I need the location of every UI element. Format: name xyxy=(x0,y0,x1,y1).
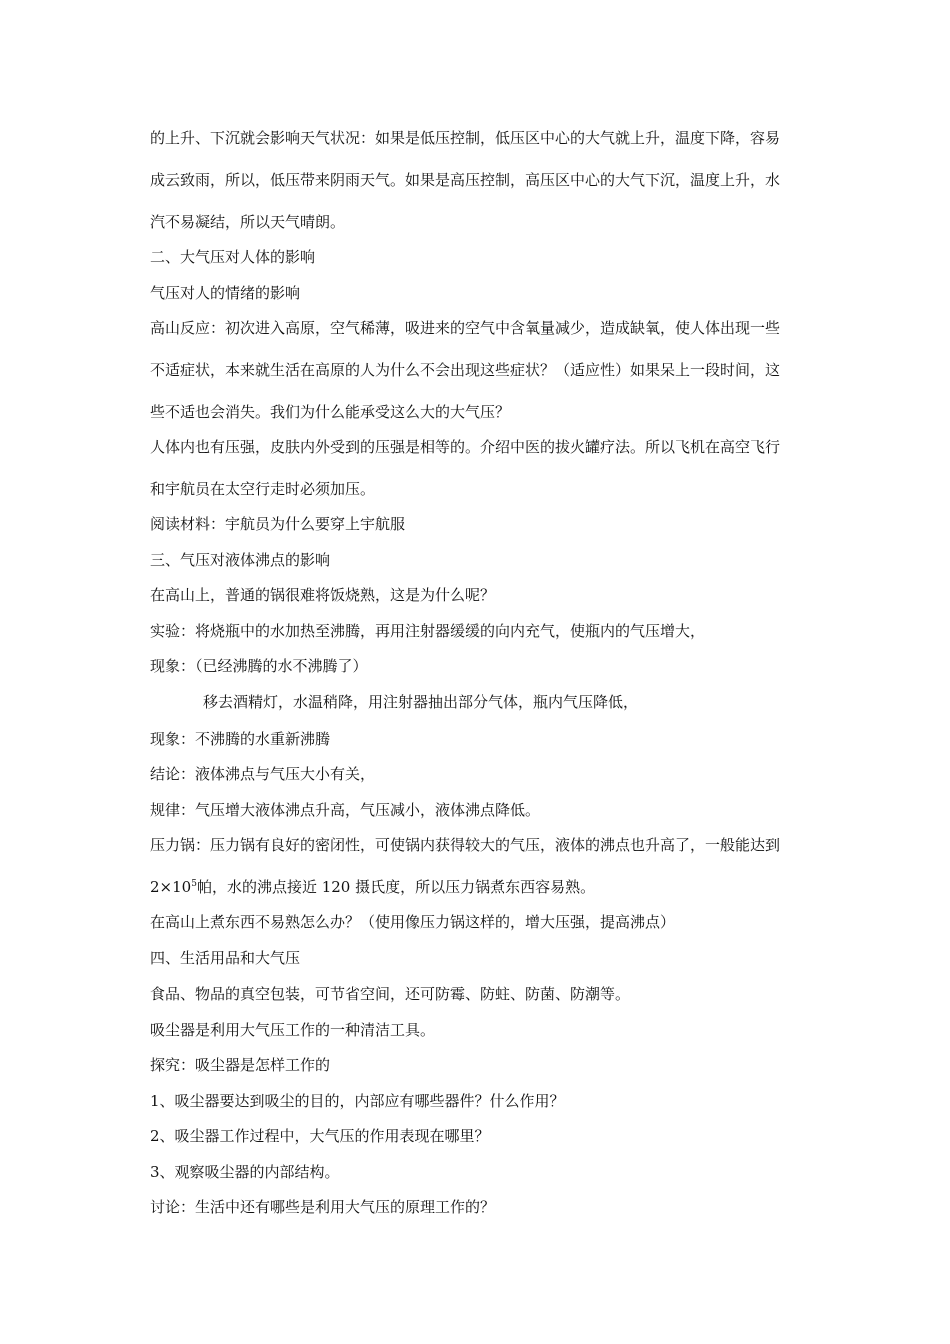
pressure-base: 2×10 xyxy=(150,878,192,896)
paragraph-line: 食品、物品的真空包装，可节省空间，还可防霉、防蛀、防菌、防潮等。 xyxy=(150,985,631,1003)
paragraph-line: 成云致雨，所以，低压带来阴雨天气。如果是高压控制，高压区中心的大气下沉，温度上升，水 xyxy=(150,171,781,189)
paragraph-line: 不适症状，本来就生活在高原的人为什么不会出现这些症状？（适应性）如果呆上一段时间，这 xyxy=(150,361,781,379)
paragraph-line: 规律：气压增大液体沸点升高，气压减小，液体沸点降低。 xyxy=(150,801,541,819)
paragraph-line: 的上升、下沉就会影响天气状况：如果是低压控制，低压区中心的大气就上升，温度下降，容易 xyxy=(150,129,781,147)
pressure-value-line xyxy=(150,877,860,897)
paragraph-line: 在高山上，普通的锅很难将饭烧熟，这是为什么呢？ xyxy=(150,586,496,604)
paragraph-line: 结论：液体沸点与气压大小有关， xyxy=(150,765,376,783)
paragraph-line: 讨论：生活中还有哪些是利用大气压的原理工作的？ xyxy=(150,1198,496,1216)
paragraph-line: 现象：（已经沸腾的水不沸腾了） xyxy=(150,657,368,675)
paragraph-line: 气压对人的情绪的影响 xyxy=(150,284,301,302)
paragraph-line: 吸尘器是利用大气压工作的一种清洁工具。 xyxy=(150,1021,436,1039)
paragraph-line: 在高山上煮东西不易熟怎么办？（使用像压力锅这样的，增大压强，提高沸点） xyxy=(150,913,676,931)
paragraph-line: 移去酒精灯，水温稍降，用注射器抽出部分气体，瓶内气压降低， xyxy=(203,693,639,711)
section-heading: 三、气压对液体沸点的影响 xyxy=(150,551,331,569)
list-item: 3、观察吸尘器的内部结构。 xyxy=(150,1163,340,1181)
paragraph-line: 高山反应：初次进入高原，空气稀薄，吸进来的空气中含氧量减少，造成缺氧，使人体出现一些 xyxy=(150,319,781,337)
paragraph-line: 些不适也会消失。我们为什么能承受这么大的大气压？ xyxy=(150,403,511,421)
paragraph-line: 压力锅：压力锅有良好的密闭性，可使锅内获得较大的气压，液体的沸点也升高了，一般能达到 xyxy=(150,836,781,854)
paragraph-line: 探究：吸尘器是怎样工作的 xyxy=(150,1056,331,1074)
paragraph-line: 人体内也有压强，皮肤内外受到的压强是相等的。介绍中医的拔火罐疗法。所以飞机在高空飞行 xyxy=(150,438,781,456)
list-item: 1、吸尘器要达到吸尘的目的，内部应有哪些器件？什么作用？ xyxy=(150,1092,565,1110)
section-heading: 二、大气压对人体的影响 xyxy=(150,248,316,266)
pressure-rest: 帕，水的沸点接近 120 摄氏度，所以压力锅煮东西容易熟。 xyxy=(196,878,596,896)
paragraph-line: 实验：将烧瓶中的水加热至沸腾，再用注射器缓缓的向内充气，使瓶内的气压增大， xyxy=(150,622,706,640)
list-item: 2、吸尘器工作过程中，大气压的作用表现在哪里？ xyxy=(150,1127,490,1145)
section-heading: 四、生活用品和大气压 xyxy=(150,949,301,967)
paragraph-line: 汽不易凝结，所以天气晴朗。 xyxy=(150,213,346,231)
paragraph-line: 阅读材料：宇航员为什么要穿上宇航服 xyxy=(150,515,406,533)
paragraph-line: 和宇航员在太空行走时必须加压。 xyxy=(150,480,376,498)
paragraph-line: 现象：不沸腾的水重新沸腾 xyxy=(150,730,331,748)
pressure-exponent: 5 xyxy=(191,879,197,889)
